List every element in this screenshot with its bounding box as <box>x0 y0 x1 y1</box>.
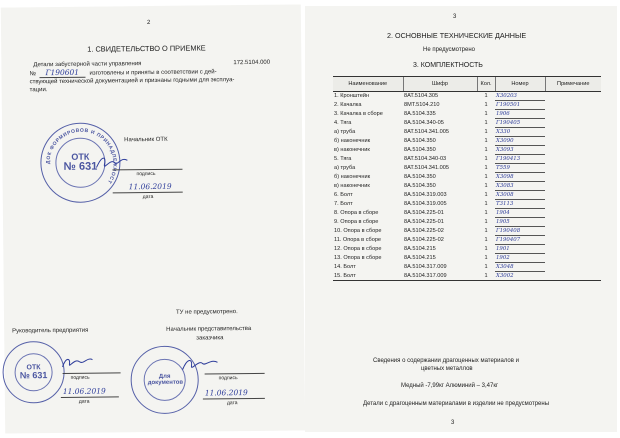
table-row <box>333 227 601 236</box>
number-cell: Х30203 <box>495 92 545 101</box>
number-cell: Х3083 <box>495 182 545 191</box>
qty-cell: 1 <box>484 228 488 234</box>
table-row <box>333 173 601 182</box>
name-cell: 15. Болт <box>333 272 403 281</box>
tu-note: ТУ не предусмотрено. <box>175 309 238 316</box>
note-cell <box>545 218 601 227</box>
header-number: Номер <box>495 77 545 92</box>
header-name: Наименование <box>333 77 403 92</box>
qty-cell: 1 <box>484 147 488 153</box>
code-cell: 8А.5104.225-02 <box>404 237 444 243</box>
code-cell: 8А.5104.335 <box>404 111 436 117</box>
stamp-number: № 631 <box>63 160 98 173</box>
customer-rep-title-line2: заказчика <box>196 335 224 342</box>
name-cell: 14. Болт <box>334 264 356 270</box>
page-number-bottom: 3 <box>451 420 455 426</box>
qty-cell: 1 <box>477 272 495 281</box>
signature-caption: подпись <box>136 170 156 178</box>
table-row <box>333 245 601 254</box>
code-cell: 8А.5104.225-02 <box>404 228 444 234</box>
table-body <box>333 92 601 281</box>
signature-caption: подпись <box>70 374 90 381</box>
section-title: 1. СВИДЕТЕЛЬСТВО О ПРИЕМКЕ <box>87 43 206 54</box>
number-cell: Г190408 <box>495 227 545 236</box>
enterprise-head-title: Руководитель предприятия <box>12 327 89 335</box>
completeness-table <box>333 76 601 281</box>
serial-number-handwritten: Г190601 <box>45 67 80 78</box>
code-cell: 8АТ.5104.341.005 <box>404 165 449 171</box>
metals-note: Детали с драгоценным материалами в изделии не предусмотрены <box>363 401 550 407</box>
enterprise-date-handwritten: 11.06.2019 <box>62 386 106 396</box>
note-cell <box>545 173 601 182</box>
note-cell <box>545 200 601 209</box>
note-cell <box>545 101 601 110</box>
qty-cell: 1 <box>484 156 488 162</box>
qty-cell: 1 <box>484 165 488 171</box>
header-qty: Кол. <box>477 77 495 92</box>
name-cell: 5. Тяга <box>334 156 352 162</box>
stamp-number: № 631 <box>19 370 48 381</box>
table-row <box>333 155 601 164</box>
date-caption: дата <box>226 400 238 407</box>
note-cell <box>545 128 601 137</box>
otk-date-handwritten: 11.06.2019 <box>128 181 172 192</box>
name-cell: 4. Тяга <box>334 120 352 126</box>
name-cell: 10. Опора в сборе <box>334 228 382 234</box>
number-cell: Т3113 <box>495 200 545 209</box>
number-cell: Х3098 <box>495 173 545 182</box>
page-number: 2 <box>146 20 151 27</box>
date-caption: дата <box>78 398 90 405</box>
date-caption: дата <box>142 193 154 201</box>
acceptance-line3: ствующей технической документацией и признаны годными для эксплуа- <box>29 77 235 86</box>
signature-icon <box>94 152 134 174</box>
section2-text: Не предусмотрено <box>423 47 475 53</box>
code-cell: 8А.5104.317.009 <box>403 272 477 281</box>
number-cell: Х3093 <box>495 146 545 155</box>
qty-cell: 1 <box>484 120 488 126</box>
name-cell: 8. Опора в сборе <box>334 210 379 216</box>
code-cell: 8А.5104.350 <box>404 138 436 144</box>
name-cell: 6. Болт <box>334 192 353 198</box>
name-cell: 2. Качалка <box>334 102 362 108</box>
acceptance-line2: изготовлены и приняты в соответствии с дей- <box>89 69 217 77</box>
qty-cell: 1 <box>484 183 488 189</box>
qty-cell: 1 <box>484 255 488 261</box>
code-cell: 8А.5104.340-05 <box>404 120 444 126</box>
table-row <box>333 182 601 191</box>
note-cell <box>545 263 601 272</box>
table-row <box>333 137 601 146</box>
code-cell: 8А.5104.350 <box>404 183 436 189</box>
code-cell: 8А.5104.225-01 <box>404 219 444 225</box>
name-cell: б) наконечник <box>334 138 371 144</box>
table-row <box>333 146 601 155</box>
name-cell: 1. Кронштейн <box>334 93 370 100</box>
header-code: Шифр <box>403 77 477 92</box>
note-cell <box>545 245 601 254</box>
number-cell: Х3008 <box>495 191 545 200</box>
name-cell: 7. Болт <box>334 201 353 207</box>
number-cell: 1906 <box>495 110 545 119</box>
section3-title: 3. КОМПЛЕКТНОСТЬ <box>413 62 483 69</box>
number-cell: Х330 <box>495 128 545 137</box>
product-code: 172.5104.000 <box>233 59 271 67</box>
metals-title-line2: цветных металлов <box>421 366 473 372</box>
note-cell <box>545 155 601 164</box>
table-row <box>333 209 601 218</box>
code-cell: 8А.5104.319.005 <box>404 201 447 207</box>
qty-cell: 1 <box>484 201 488 207</box>
code-cell: 8А.5104.350 <box>404 174 436 180</box>
name-cell: 9. Опора в сборе <box>334 219 379 225</box>
table-row <box>333 272 601 281</box>
table-row <box>333 218 601 227</box>
section2-title: 2. ОСНОВНЫЕ ТЕХНИЧЕСКИЕ ДАННЫЕ <box>387 31 527 40</box>
qty-cell: 1 <box>484 102 488 108</box>
qty-cell: 1 <box>484 237 488 243</box>
note-cell <box>545 119 601 128</box>
name-cell: в) наконечник <box>334 183 370 189</box>
note-cell <box>545 191 601 200</box>
otk-chief-title: Начальник ОТК <box>124 136 168 144</box>
note-cell <box>545 137 601 146</box>
metals-title-line1: Сведения о содержании драгоценных материалов и <box>373 358 519 364</box>
customer-rep-title-line1: Начальник представительства <box>166 325 252 333</box>
stamp-ring-text: ДОК ФОРМИРОВОВ И ПРИНАДЛЕЖНОСТ <box>45 127 118 185</box>
number-cell: Г190501 <box>495 101 545 110</box>
qty-cell: 1 <box>484 111 488 117</box>
enterprise-stamp <box>2 341 65 404</box>
code-cell: 8А.5104.317.009 <box>404 264 447 270</box>
name-cell: в) наконечник <box>334 147 370 153</box>
page-number-top: 3 <box>453 14 457 20</box>
code-cell: 8АТ.5104.305 <box>404 93 439 100</box>
table-row <box>333 101 601 110</box>
note-cell <box>545 182 601 191</box>
signature-caption: подпись <box>218 375 238 382</box>
code-cell: 8А.5104.319.003 <box>404 192 447 198</box>
name-cell: 12. Опора в сборе <box>334 246 382 252</box>
note-cell <box>545 236 601 245</box>
note-cell <box>545 92 601 101</box>
stamp-text: Для документов <box>147 373 184 387</box>
number-cell: Х3090 <box>495 137 545 146</box>
qty-cell: 1 <box>484 219 488 225</box>
qty-cell: 1 <box>484 129 488 135</box>
qty-cell: 1 <box>484 210 488 216</box>
number-cell: Х3048 <box>495 263 545 272</box>
number-cell: 1902 <box>495 254 545 263</box>
note-cell <box>545 227 601 236</box>
right-page <box>305 6 617 432</box>
table-header-row <box>333 77 601 92</box>
table-row <box>333 119 601 128</box>
table-row <box>333 164 601 173</box>
note-cell <box>545 110 601 119</box>
header-note: Примечание <box>545 77 601 92</box>
qty-cell: 1 <box>484 138 488 144</box>
qty-cell: 1 <box>484 192 488 198</box>
signature-icon <box>60 353 94 373</box>
number-cell: 1901 <box>495 245 545 254</box>
table-row <box>333 254 601 263</box>
number-cell: 1904 <box>495 209 545 218</box>
table-row <box>333 200 601 209</box>
signature-icon <box>180 353 220 375</box>
table-row <box>333 191 601 200</box>
stamp-label: ОТК <box>26 364 41 372</box>
number-cell: Т559 <box>495 164 545 173</box>
qty-cell: 1 <box>484 246 488 252</box>
note-cell <box>545 209 601 218</box>
table-row <box>333 128 601 137</box>
left-page <box>1 4 305 433</box>
acceptance-line4: тации. <box>29 87 48 94</box>
table-row <box>333 263 601 272</box>
customer-date-handwritten: 11.06.2019 <box>204 388 248 398</box>
note-cell <box>545 272 601 281</box>
table-row <box>333 236 601 245</box>
qty-cell: 1 <box>484 174 488 180</box>
name-cell: 3. Качалка в сборе <box>334 111 383 117</box>
code-cell: 8АТ.5104.340-03 <box>404 156 447 162</box>
number-cell: Г190407 <box>495 236 545 245</box>
number-cell: 1905 <box>495 218 545 227</box>
name-cell: а) труба <box>334 129 356 135</box>
note-cell <box>545 254 601 263</box>
name-cell: 11. Опора в сборе <box>334 237 382 243</box>
metals-values: Медный -7,99кг Алюминий – 3,47кг <box>401 383 499 389</box>
code-cell: 8МТ.5104.210 <box>404 102 440 108</box>
acceptance-line1: Детали забустерной части управления <box>33 61 142 69</box>
qty-cell: 1 <box>484 264 488 270</box>
name-cell: 13. Опора в сборе <box>334 255 382 261</box>
qty-cell: 1 <box>484 93 488 100</box>
note-cell <box>545 164 601 173</box>
name-cell: б) наконечник <box>334 174 371 180</box>
number-cell: Г190405 <box>495 119 545 128</box>
number-label: № <box>29 71 36 78</box>
code-cell: 8А.5104.350 <box>404 147 436 153</box>
code-cell: 8А.5104.215 <box>404 255 436 261</box>
number-cell: Г190413 <box>495 155 545 164</box>
number-cell: Х3002 <box>495 272 545 281</box>
code-cell: 8А.5104.225-01 <box>404 210 444 216</box>
name-cell: а) труба <box>334 165 356 171</box>
table-row <box>333 92 601 101</box>
stamp-label: ОТК <box>71 151 90 162</box>
code-cell: 8АТ.5104.341.005 <box>404 129 449 135</box>
table-row <box>333 110 601 119</box>
code-cell: 8А.5104.215 <box>404 246 436 252</box>
note-cell <box>545 146 601 155</box>
